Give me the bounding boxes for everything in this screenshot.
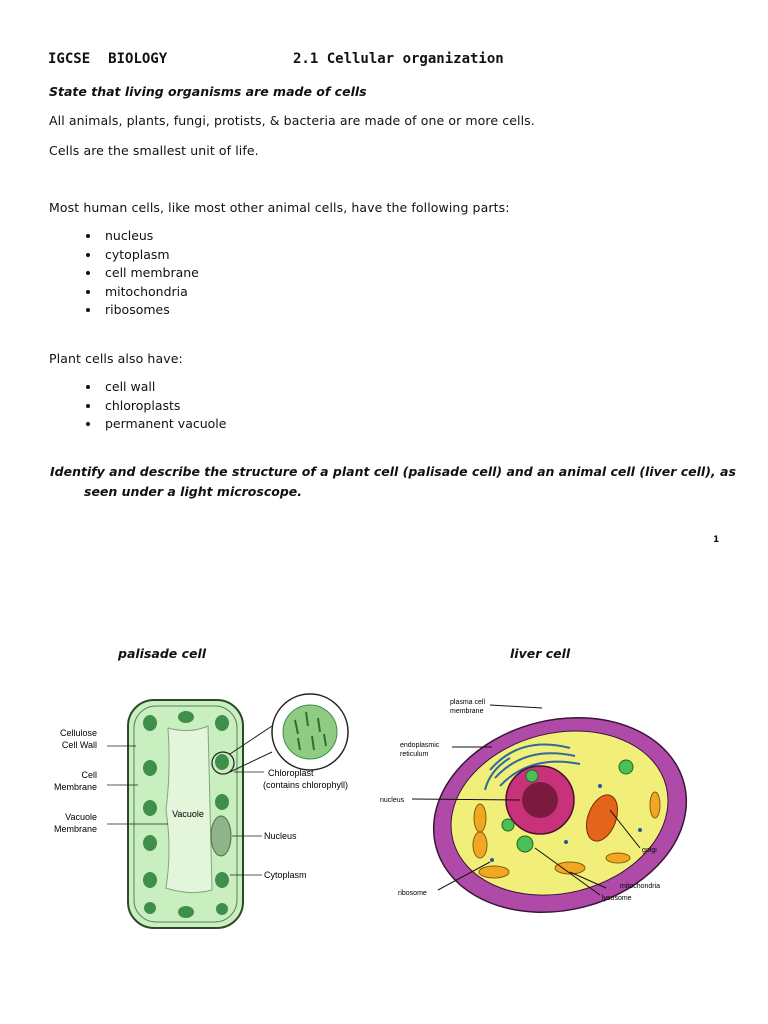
label-endoplasmic: endoplasmic xyxy=(400,742,440,749)
label-chloroplast: Chloroplast xyxy=(268,768,314,778)
list-item: • permanent vacuole xyxy=(101,415,226,434)
plant-parts-list xyxy=(45,378,226,434)
label-chlorophyll: (contains chlorophyll) xyxy=(263,780,349,790)
palisade-caption: palisade cell xyxy=(118,646,207,661)
label-nucleus: Nucleus xyxy=(264,831,297,841)
intro-heading: State that living organisms are made of cells xyxy=(49,84,367,99)
plant-parts-intro: Plant cells also have: xyxy=(49,351,183,366)
intro-line-2: Cells are the smallest unit of life. xyxy=(49,143,259,158)
label-lysosome: lysosome xyxy=(602,895,632,902)
document-title xyxy=(48,51,504,67)
label-nucleus: nucleus xyxy=(380,797,405,804)
liver-cell-diagram xyxy=(370,690,700,920)
list-item: • cell membrane xyxy=(101,264,199,283)
list-item: • cell wall xyxy=(101,378,226,397)
page-number: 1 xyxy=(713,535,720,545)
palisade-cell-diagram xyxy=(40,690,370,940)
label-vacuole-membrane-2: Membrane xyxy=(53,824,97,834)
list-item: • ribosomes xyxy=(101,301,199,320)
section-title: 2.1 Cellular organization xyxy=(293,51,504,67)
animal-parts-list xyxy=(45,227,199,320)
task-line-1: Identify and describe the structure of a plant cell (palisade cell) and an animal cell (liver cell), as xyxy=(50,464,736,479)
label-cell: Cell xyxy=(81,770,97,780)
list-item: • cytoplasm xyxy=(101,246,199,265)
label-vacuole: Vacuole xyxy=(172,809,204,819)
label-cellulose: Cellulose xyxy=(59,728,97,738)
label-vacuole-membrane-1: Vacuole xyxy=(65,812,97,822)
label-reticulum: reticulum xyxy=(400,751,429,758)
label-cell-wall: Cell Wall xyxy=(61,740,97,750)
list-item: • chloroplasts xyxy=(101,397,226,416)
task-line-2: seen under a light microscope. xyxy=(84,484,302,499)
subject-label: BIOLOGY xyxy=(108,51,168,67)
label-cytoplasm: Cytoplasm xyxy=(264,870,307,880)
label-golgi: golgi xyxy=(642,847,657,854)
list-item: • nucleus xyxy=(101,227,199,246)
label-plasma-cell: plasma cell xyxy=(450,699,486,706)
label-plasma-membrane: membrane xyxy=(450,708,484,715)
label-membrane: Membrane xyxy=(53,782,97,792)
label-ribosome: ribosome xyxy=(398,890,427,897)
list-item: • mitochondria xyxy=(101,283,199,302)
animal-parts-intro: Most human cells, like most other animal cells, have the following parts: xyxy=(49,200,510,215)
course-label: IGCSE xyxy=(48,51,91,67)
nucleus xyxy=(211,816,231,856)
liver-caption: liver cell xyxy=(510,646,571,661)
label-mitochondria: mitochondria xyxy=(620,883,661,890)
intro-line-1: All animals, plants, fungi, protists, & bacteria are made of one or more cells. xyxy=(49,113,535,128)
